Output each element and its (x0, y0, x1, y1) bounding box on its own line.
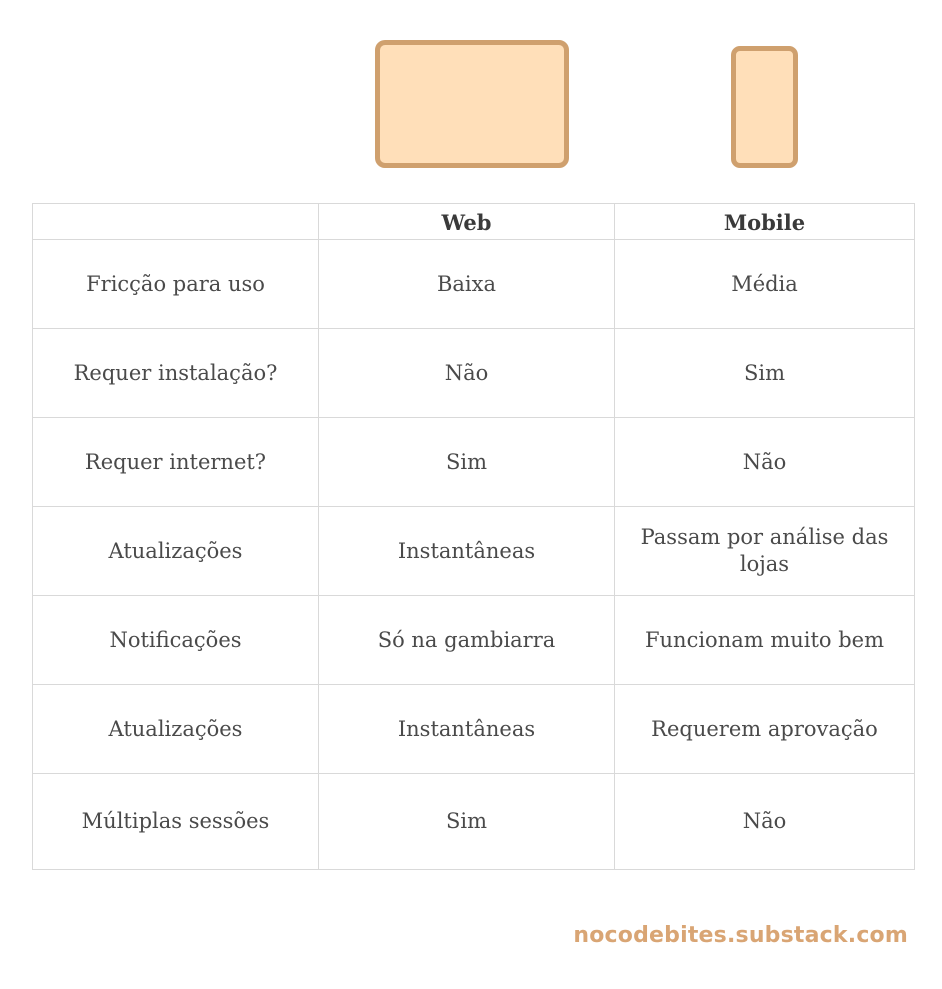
web-value: Baixa (319, 240, 615, 329)
web-value: Sim (319, 418, 615, 507)
mobile-value: Média (615, 240, 915, 329)
table-row (33, 507, 915, 596)
web-value: Instantâneas (319, 685, 615, 774)
header-mobile: Mobile (615, 204, 915, 240)
web-value: Não (319, 329, 615, 418)
table-row (33, 774, 915, 870)
row-label: Atualizações (33, 685, 319, 774)
phone-icon (731, 46, 798, 168)
row-label: Múltiplas sessões (33, 774, 319, 870)
table-row (33, 685, 915, 774)
web-value: Instantâneas (319, 507, 615, 596)
mobile-value: Passam por análise das lojas (615, 507, 915, 596)
footer-site-link: nocodebites.substack.com (573, 923, 908, 948)
row-label: Requer instalação? (33, 329, 319, 418)
table-row (33, 418, 915, 507)
mobile-value: Sim (615, 329, 915, 418)
row-label: Fricção para uso (33, 240, 319, 329)
mobile-value: Requerem aprovação (615, 685, 915, 774)
table-header-row (33, 204, 915, 240)
web-value: Só na gambiarra (319, 596, 615, 685)
header-web: Web (319, 204, 615, 240)
mobile-value: Não (615, 774, 915, 870)
row-label: Notificações (33, 596, 319, 685)
row-label: Requer internet? (33, 418, 319, 507)
comparison-table (32, 203, 915, 870)
table-row (33, 329, 915, 418)
web-value: Sim (319, 774, 615, 870)
table-row (33, 240, 915, 329)
mobile-value: Funcionam muito bem (615, 596, 915, 685)
table-row (33, 596, 915, 685)
desktop-screen-icon (375, 40, 569, 168)
row-label: Atualizações (33, 507, 319, 596)
header-empty (33, 204, 319, 240)
mobile-value: Não (615, 418, 915, 507)
